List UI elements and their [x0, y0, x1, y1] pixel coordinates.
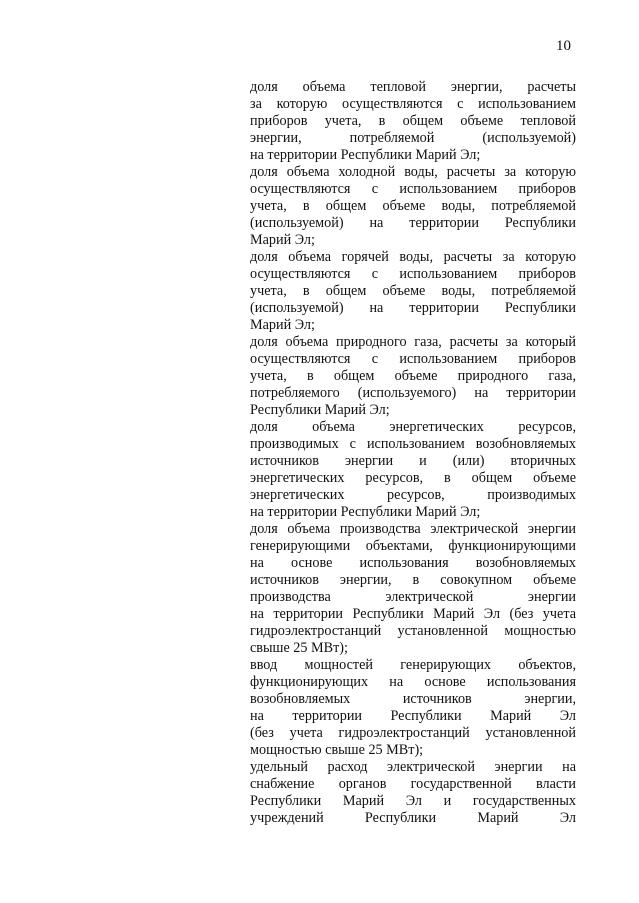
- text-line: Республики Марий Эл и государственных: [250, 793, 576, 809]
- text-line: энергии, потребляемой (используемой): [250, 130, 576, 146]
- paragraph: [250, 164, 576, 249]
- text-line: приборов учета, в общем объеме тепловой: [250, 113, 576, 129]
- text-line: осуществляются с использованием приборов: [250, 266, 576, 282]
- text-line: доля объема природного газа, расчеты за который: [250, 334, 576, 350]
- text-line: источников энергии и (или) вторичных: [250, 453, 576, 469]
- text-line: на территории Республики Марий Эл: [250, 708, 576, 724]
- text-line: энергетических ресурсов, в общем объеме: [250, 470, 576, 486]
- text-line: осуществляются с использованием приборов: [250, 351, 576, 367]
- text-line: (без учета гидроэлектростанций установленной: [250, 725, 576, 741]
- text-line: доля объема тепловой энергии, расчеты: [250, 79, 576, 95]
- text-line: функционирующих на основе использования: [250, 674, 576, 690]
- text-line: учета, в общем объеме воды, потребляемой: [250, 283, 576, 299]
- text-line: энергетических ресурсов, производимых: [250, 487, 576, 503]
- text-line: учреждений Республики Марий Эл: [250, 810, 576, 826]
- text-line: снабжение органов государственной власти: [250, 776, 576, 792]
- paragraph: [250, 521, 576, 657]
- text-line: потребляемого (используемого) на территории: [250, 385, 576, 401]
- text-line: за которую осуществляются с использованием: [250, 96, 576, 112]
- text-line: гидроэлектростанций установленной мощностью: [250, 623, 576, 639]
- text-line: доля объема энергетических ресурсов,: [250, 419, 576, 435]
- text-line: возобновляемых источников энергии,: [250, 691, 576, 707]
- text-line: Марий Эл;: [250, 317, 315, 333]
- text-line: удельный расход электрической энергии на: [250, 759, 576, 775]
- paragraph: [250, 249, 576, 334]
- text-line: учета, в общем объеме воды, потребляемой: [250, 198, 576, 214]
- paragraph: [250, 759, 576, 827]
- text-line: Республики Марий Эл;: [250, 402, 390, 418]
- text-line: на территории Республики Марий Эл;: [250, 147, 481, 163]
- text-line: (используемой) на территории Республики: [250, 215, 576, 231]
- text-line: ввод мощностей генерирующих объектов,: [250, 657, 576, 673]
- text-line: на территории Республики Марий Эл;: [250, 504, 481, 520]
- text-line: осуществляются с использованием приборов: [250, 181, 576, 197]
- text-line: доля объема холодной воды, расчеты за которую: [250, 164, 576, 180]
- text-line: свыше 25 МВт);: [250, 640, 348, 656]
- paragraph: [250, 419, 576, 521]
- text-line: генерирующими объектами, функционирующими: [250, 538, 576, 554]
- text-line: учета, в общем объеме природного газа,: [250, 368, 576, 384]
- paragraph: [250, 657, 576, 759]
- text-line: на основе использования возобновляемых: [250, 555, 576, 571]
- page-number: 10: [556, 38, 571, 54]
- text-line: мощностью свыше 25 МВт);: [250, 742, 424, 758]
- text-line: производимых с использованием возобновляемых: [250, 436, 576, 452]
- text-line: (используемой) на территории Республики: [250, 300, 576, 316]
- text-line: на территории Республики Марий Эл (без учета: [250, 606, 576, 622]
- text-line: доля объема горячей воды, расчеты за которую: [250, 249, 576, 265]
- text-line: производства электрической энергии: [250, 589, 576, 605]
- text-line: доля объема производства электрической энергии: [250, 521, 576, 537]
- paragraph: [250, 79, 576, 164]
- text-line: Марий Эл;: [250, 232, 315, 248]
- paragraph: [250, 334, 576, 419]
- document-body: [250, 79, 576, 827]
- text-line: источников энергии, в совокупном объеме: [250, 572, 576, 588]
